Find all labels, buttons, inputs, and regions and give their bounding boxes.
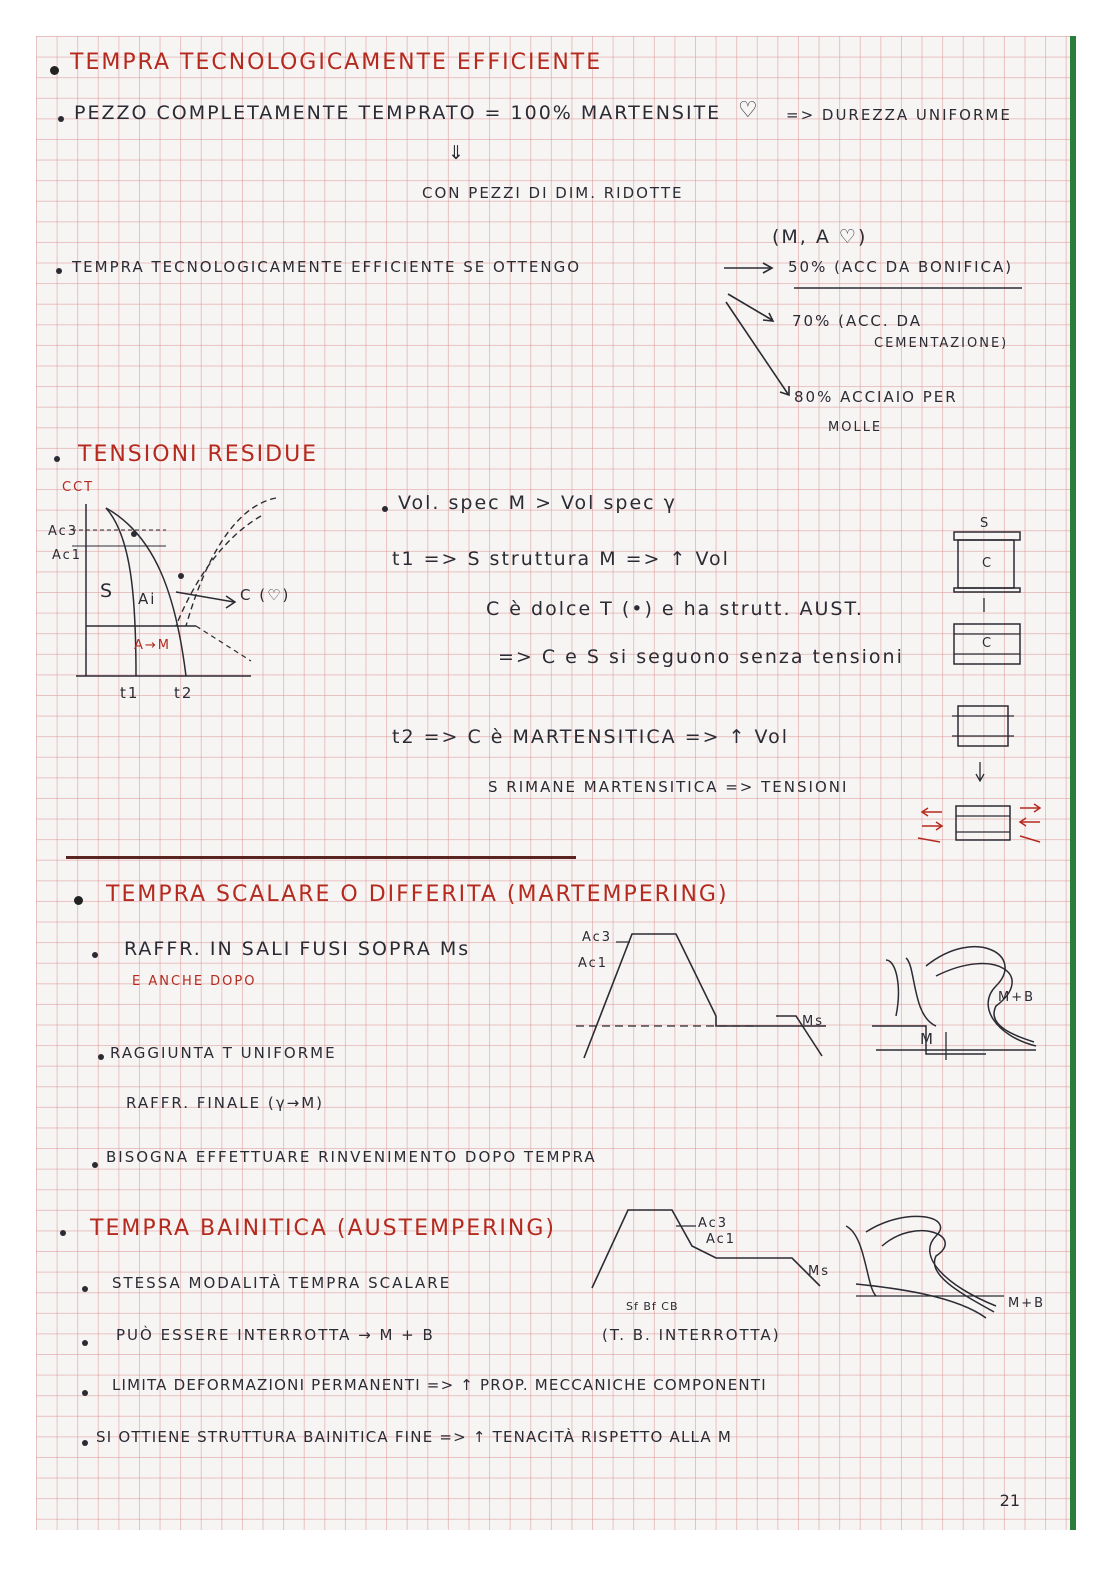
section1-opt3a: 80% ACCIAIO PER [794, 388, 958, 406]
mart-ac1: Ac1 [578, 956, 609, 971]
cct-ai: Ai [138, 590, 157, 608]
section2-l3: C è dolce T (•) e ha strutt. AUST. [486, 598, 864, 620]
section1-ma-label: (M, A ♡) [772, 226, 868, 248]
mart-ms: Ms [802, 1014, 824, 1029]
section3-l1b: E ANCHE DOPO [132, 974, 257, 989]
cct-t2: t2 [174, 684, 194, 702]
section2-title: TENSIONI RESIDUE [78, 442, 319, 467]
section4-l2: PUÒ ESSERE INTERROTTA → M + B [116, 1326, 435, 1344]
austempering-diagram [36, 36, 1070, 1530]
aust-ac1: Ac1 [706, 1232, 737, 1247]
cct-ac3: Ac3 [48, 524, 79, 539]
section2-l1: Vol. spec M > Vol spec γ [398, 492, 677, 514]
section1-opt1: 50% (ACC DA BONIFICA) [788, 258, 1014, 276]
down-arrow-icon: ⇓ [448, 142, 466, 164]
cct-am: A→M [134, 638, 172, 653]
aust-sf: Sf Bf CB [626, 1300, 679, 1313]
heart-icon: ♡ [738, 98, 760, 123]
section2-l5: t2 => C è MARTENSITICA => ↑ Vol [392, 726, 789, 748]
aust-ac3: Ac3 [698, 1216, 729, 1231]
section4-l2b: (T. B. INTERROTTA) [602, 1326, 781, 1344]
cct-c: C (♡) [240, 586, 291, 604]
cct-t1: t1 [120, 684, 140, 702]
section1-opt3b: MOLLE [828, 420, 883, 435]
section1-line1-right: => DUREZZA UNIFORME [786, 106, 1012, 124]
section2-l2: t1 => S struttura M => ↑ Vol [392, 548, 730, 570]
section4-l4: SI OTTIENE STRUTTURA BAINITICA FINE => ↑ TENACITÀ RISPETTO ALLA M [96, 1428, 732, 1446]
section3-l1: RAFFR. IN SALI FUSI SOPRA Ms [124, 938, 471, 960]
section1-line1: PEZZO COMPLETAMENTE TEMPRATO = 100% MARTENSITE [74, 102, 722, 124]
section1-opt2b: CEMENTAZIONE) [874, 336, 1009, 351]
box-s-label: S [980, 516, 991, 531]
section4-l3: LIMITA DEFORMAZIONI PERMANENTI => ↑ PROP. MECCANICHE COMPONENTI [112, 1376, 767, 1394]
box-c-label-1: C [982, 556, 994, 571]
page-number: 21 [999, 1491, 1020, 1510]
section3-l4: BISOGNA EFFETTUARE RINVENIMENTO DOPO TEMPRA [106, 1148, 597, 1166]
mart-ac3: Ac3 [582, 930, 613, 945]
cct-label: CCT [62, 480, 95, 495]
notebook-page [36, 36, 1076, 1530]
section1-line2: CON PEZZI DI DIM. RIDOTTE [422, 184, 684, 202]
mart-mb: M+B [998, 990, 1036, 1005]
mart-m: M [920, 1030, 935, 1048]
section4-l1: STESSA MODALITÀ TEMPRA SCALARE [112, 1274, 452, 1292]
section2-l6: S RIMANE MARTENSITICA => TENSIONI [488, 778, 849, 796]
section2-l4: => C e S si seguono senza tensioni [498, 646, 904, 668]
section1-opt2a: 70% (ACC. DA [792, 312, 922, 330]
section3-l2: RAGGIUNTA T UNIFORME [110, 1044, 337, 1062]
section4-title: TEMPRA BAINITICA (AUSTEMPERING) [90, 1216, 556, 1241]
aust-ms: Ms [808, 1264, 830, 1279]
box-c-label-2: C [982, 636, 994, 651]
cct-s: S [100, 580, 115, 602]
section1-line3: TEMPRA TECNOLOGICAMENTE EFFICIENTE SE OTTENGO [72, 258, 581, 276]
cct-ac1: Ac1 [52, 548, 83, 563]
aust-mb: M+B [1008, 1296, 1046, 1311]
section3-title: TEMPRA SCALARE O DIFFERITA (MARTEMPERING) [106, 882, 729, 907]
section1-title: TEMPRA TECNOLOGICAMENTE EFFICIENTE [70, 50, 603, 75]
section3-l3: RAFFR. FINALE (γ→M) [126, 1094, 324, 1112]
